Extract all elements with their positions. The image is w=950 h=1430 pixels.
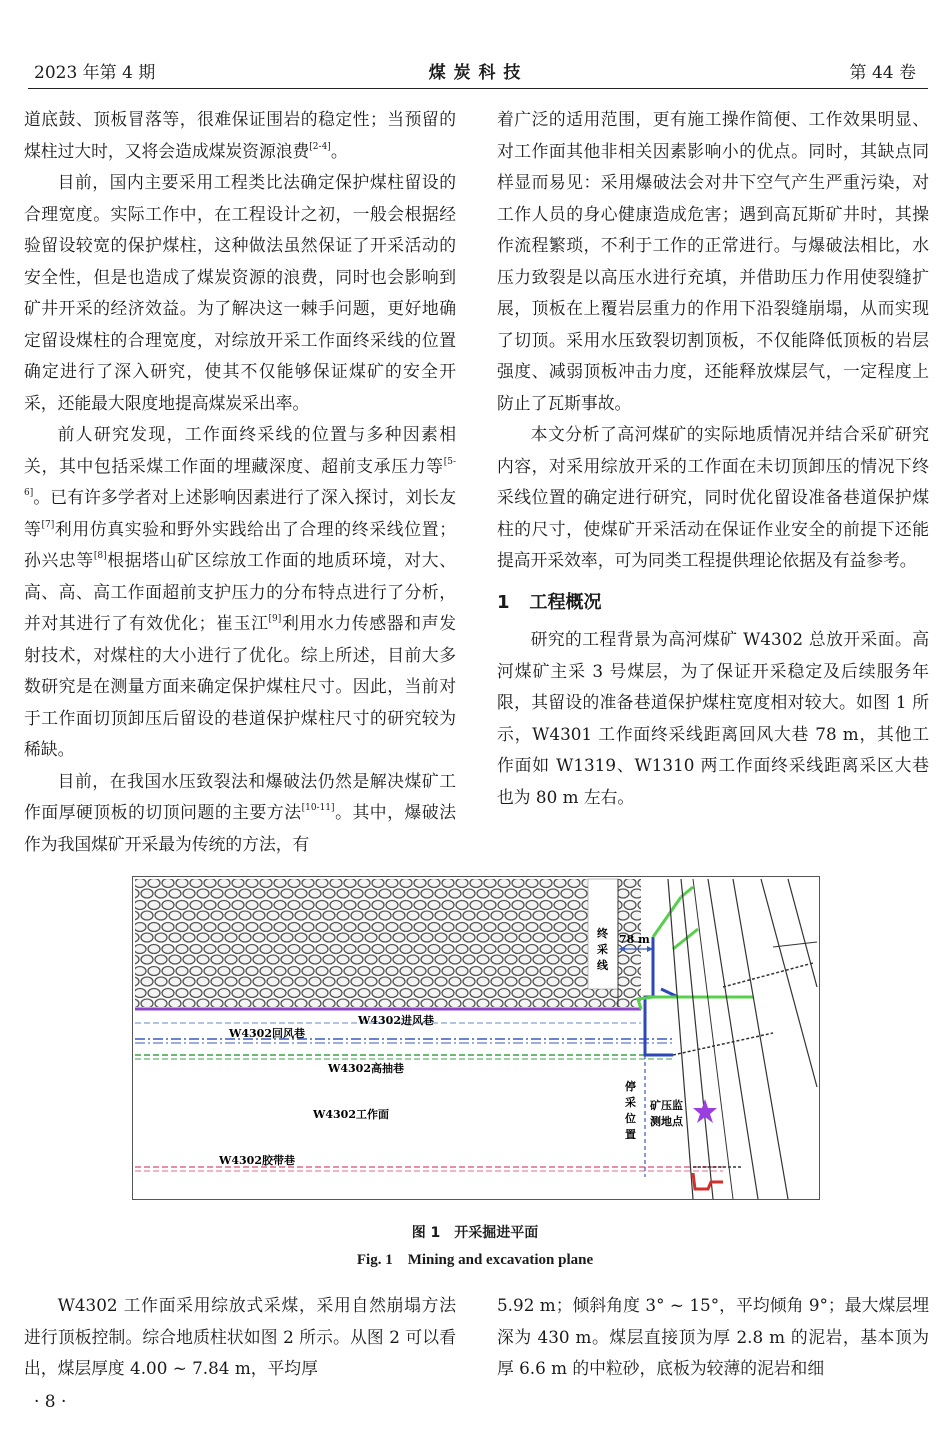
paragraph: 目前，国内主要采用工程类比法确定保护煤柱留设的合理宽度。实际工作中，在工程设计之初，一般会根据经验留设较宽的保护煤柱，这种做法虽然保证了开采活动的安全性，但是也造成了煤炭资源的浪费，同时也会影响到矿井开采的经济效益。为了解决这一棘手问题，更好地确定留设煤柱的合理宽度，对综放开采工作面终采线的位置确定进行了深入研究，使其不仅能够保证煤矿的安全开采，还能最大限度地提高煤炭采出率。 bbox=[24, 172, 456, 413]
citation[interactable]: [2-4] bbox=[309, 141, 331, 152]
paragraph: 前人研究发现，工作面终采线的位置与多种因素相关，其中包括采煤工作面的埋藏深度、超前支承压力等[5-6]。已有许多学者对上述影响因素进行了深入探讨，刘长友等[7]利用仿真实验和野外实践给出了合理的终采线位置；孙兴忠等[8]根据塔山矿区综放工作面的地质环境，对大、高、高、高工作面超前支护压力的分布特点进行了分析，并对其进行了有效优化；崔玉江[9]利用水力传感器和声发射技术，对煤柱的大小进行了优化。综上所述，目前大多数研究是在测量方面来确定保护煤柱尺寸。因此，当前对于工作面切顶卸压后留设的巷道保护煤柱尺寸的研究较为稀缺。 bbox=[24, 424, 456, 759]
label-working-face: W4302工作面 bbox=[313, 1108, 389, 1121]
label-belt-roadway: W4302胶带巷 bbox=[219, 1154, 295, 1167]
label-78m: 78 m bbox=[619, 933, 650, 946]
citation[interactable]: [5-6] bbox=[24, 456, 456, 498]
figure-mining-plane bbox=[132, 876, 820, 1200]
label-return-roadway: W4302回风巷 bbox=[229, 1027, 305, 1040]
citation[interactable]: [7] bbox=[41, 519, 55, 530]
paragraph: 道底鼓、顶板冒落等，很难保证围岩的稳定性；当预留的煤柱过大时，又将会造成煤炭资源浪费[2-4]。 bbox=[24, 109, 456, 161]
mining-plane-diagram bbox=[133, 877, 819, 1199]
citation[interactable]: [10-11] bbox=[301, 803, 335, 813]
figure-caption-cn: 图 1 开采掘进平面 bbox=[411, 1225, 539, 1241]
section-title: 工程概况 bbox=[529, 591, 602, 613]
header-rule bbox=[28, 88, 928, 89]
paragraph: W4302 工作面采用综放式采煤，采用自然崩塌方法进行顶板控制。综合地质柱状如图 2 所示。从图 2 可以看出，煤层厚度 4.00 ~ 7.84 m，平均厚 bbox=[24, 1295, 456, 1378]
paragraph: 着广泛的适用范围，更有施工操作简便、工作效果明显、对工作面其他非相关因素影响小的优点。同时，其缺点同样显而易见：采用爆破法会对井下空气产生严重污染，对工作人员的身心健康造成危害；遇到高瓦斯矿井时，其操作流程繁琐，不利于工作的正常进行。与爆破法相比，水压力致裂是以高压水进行充填，并借助压力作用使裂缝扩展，顶板在上覆岩层重力的作用下沿裂缝崩塌，从而实现了切顶。采用水压致裂切割顶板，不仅能降低顶板的岩层强度、减弱顶板冲击力度，还能释放煤层气，一定程度上防止了瓦斯事故。 bbox=[497, 109, 929, 413]
paragraph: 目前，在我国水压致裂法和爆破法仍然是解决煤矿工作面厚硬顶板的切顶问题的主要方法[10-11]。其中，爆破法作为我国煤矿开采最为传统的方法，有 bbox=[24, 770, 456, 854]
right-column bbox=[497, 104, 929, 813]
citation[interactable]: [9] bbox=[268, 614, 282, 624]
journal-title: 煤 炭 科 技 bbox=[428, 63, 522, 83]
label-intake-roadway: W4302进风巷 bbox=[358, 1014, 434, 1027]
figure-caption-en: Fig. 1 Mining and excavation plane bbox=[356, 1252, 594, 1268]
label-end-line: 终 采 线 bbox=[597, 927, 608, 972]
label-drainage-roadway: W4302高抽巷 bbox=[328, 1062, 404, 1075]
section-number: 1 bbox=[497, 591, 510, 613]
label-stop-position: 停 采 位 置 bbox=[625, 1080, 636, 1141]
paragraph: 本文分析了高河煤矿的实际地质情况并结合采矿研究内容，对采用综放开采的工作面在未切顶卸压的情况下终采线位置的确定进行研究，同时优化留设准备巷道保护煤柱的尺寸，使煤矿开采活动在保证作业安全的前提下还能提高开采效率，可为同类工程提供理论依据及有益参考。 bbox=[497, 424, 929, 570]
journal-issue: 2023 年第 4 期 bbox=[34, 63, 156, 83]
page-number: · 8 · bbox=[34, 1392, 67, 1412]
left-column bbox=[24, 104, 456, 860]
bottom-right-column bbox=[497, 1290, 929, 1385]
paragraph: 研究的工程背景为高河煤矿 W4302 总放开采面。高河煤矿主采 3 号煤层，为了保证开采稳定及后续服务年限，其留设的准备巷道保护煤柱宽度相对较大。如图 1 所示，W4301 工作面终采线距离回风大巷 78 m，其他工作面如 W1319、W1310 两工作面终采线距离采区大巷也为 80 m 左右。 bbox=[497, 629, 929, 807]
bottom-left-column bbox=[24, 1290, 456, 1385]
paragraph: 5.92 m；倾斜角度 3° ~ 15°，平均倾角 9°；最大煤层埋深为 430 m。煤层直接顶为厚 2.8 m 的泥岩，基本顶为厚 6.6 m 的中粒砂，底板为较薄的泥岩和细 bbox=[497, 1295, 929, 1378]
journal-volume: 第 44 卷 bbox=[849, 63, 916, 83]
citation[interactable]: [8] bbox=[93, 551, 107, 561]
section-heading bbox=[497, 587, 929, 619]
label-monitoring-point: 矿压监 测地点 bbox=[650, 1099, 683, 1128]
gob-area bbox=[135, 879, 641, 1007]
